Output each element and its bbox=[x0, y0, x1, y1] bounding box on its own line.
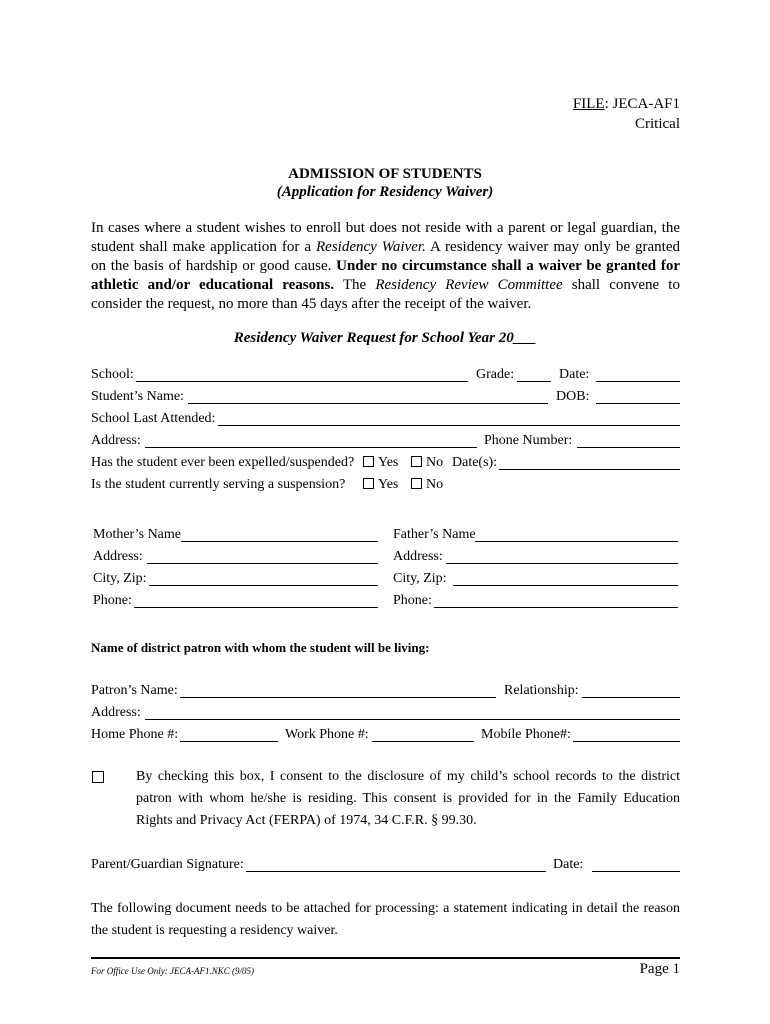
attachment-note: The following document needs to be attached for processing: a statement indicating in detail the reason the student is requesting a residency waiver. bbox=[91, 901, 680, 938]
mother-name-field[interactable] bbox=[181, 541, 378, 542]
patron-name-field[interactable] bbox=[180, 697, 496, 698]
dob-field[interactable] bbox=[596, 403, 680, 404]
father-city-label: City, Zip: bbox=[393, 571, 447, 586]
school-label: School: bbox=[91, 367, 134, 382]
patron-name-label: Patron’s Name: bbox=[91, 683, 178, 698]
suspension-row bbox=[91, 475, 680, 495]
page-subtitle: (Application for Residency Waiver) bbox=[276, 184, 494, 200]
suspension-yes-label: Yes bbox=[378, 477, 399, 492]
mobile-phone-label: Mobile Phone#: bbox=[481, 727, 571, 742]
suspension-yes-option[interactable] bbox=[363, 477, 398, 493]
consent-checkbox[interactable] bbox=[92, 771, 104, 783]
intro-italic-1: Residency Waiver. bbox=[316, 239, 426, 255]
patron-address-label: Address: bbox=[91, 705, 141, 720]
mother-phone-field[interactable] bbox=[134, 607, 378, 608]
school-row bbox=[91, 365, 680, 385]
expelled-yes-checkbox[interactable] bbox=[363, 456, 374, 467]
intro-text-4: shall convene to consider the request, no more than 45 days after the receipt of the waiver. bbox=[91, 277, 680, 312]
mother-address-field[interactable] bbox=[147, 563, 378, 564]
work-phone-label: Work Phone #: bbox=[285, 727, 369, 742]
parent-city-row bbox=[91, 569, 680, 589]
father-address-field[interactable] bbox=[446, 563, 678, 564]
last-school-field[interactable] bbox=[218, 425, 680, 426]
dob-label: DOB: bbox=[556, 389, 590, 404]
grade-field[interactable] bbox=[517, 381, 551, 382]
patron-phone-row bbox=[91, 725, 680, 745]
file-label: FILE bbox=[572, 96, 605, 112]
mother-city-field[interactable] bbox=[149, 585, 378, 586]
mobile-phone-field[interactable] bbox=[573, 741, 680, 742]
file-reference bbox=[573, 94, 680, 134]
relationship-field[interactable] bbox=[582, 697, 680, 698]
father-name-label: Father’s Name bbox=[393, 527, 476, 542]
school-field[interactable] bbox=[136, 381, 468, 382]
intro-bold: Under no circumstance shall a waiver be granted for athletic and/or educational reasons. bbox=[91, 258, 680, 293]
student-name-label: Student’s Name: bbox=[91, 389, 184, 404]
patron-heading-row bbox=[91, 638, 680, 658]
date-field[interactable] bbox=[596, 381, 680, 382]
work-phone-field[interactable] bbox=[372, 741, 474, 742]
file-code: : JECA-AF1 bbox=[604, 96, 680, 112]
parent-address-row bbox=[91, 547, 680, 567]
patron-name-row bbox=[91, 681, 680, 701]
page-title: ADMISSION OF STUDENTS bbox=[288, 166, 482, 182]
last-school-label: School Last Attended: bbox=[91, 411, 216, 426]
student-address-field[interactable] bbox=[145, 447, 477, 448]
home-phone-label: Home Phone #: bbox=[91, 727, 179, 742]
page-number: Page 1 bbox=[639, 961, 680, 977]
mother-phone-label: Phone: bbox=[93, 593, 132, 608]
suspension-yes-checkbox[interactable] bbox=[363, 478, 374, 489]
student-name-field[interactable] bbox=[188, 403, 548, 404]
date-label: Date: bbox=[559, 367, 590, 382]
father-address-label: Address: bbox=[393, 549, 443, 564]
dates-label: Date(s): bbox=[452, 455, 498, 470]
footer-divider bbox=[91, 957, 680, 959]
student-name-row bbox=[91, 387, 680, 407]
student-address-label: Address: bbox=[91, 433, 141, 448]
home-phone-field[interactable] bbox=[180, 741, 278, 742]
intro-paragraph bbox=[91, 219, 680, 314]
expelled-row bbox=[91, 453, 680, 473]
expelled-no-label: No bbox=[426, 455, 444, 470]
intro-text-3: The bbox=[334, 277, 376, 293]
phone-number-field[interactable] bbox=[577, 447, 680, 448]
mother-city-label: City, Zip: bbox=[93, 571, 147, 586]
suspension-question: Is the student currently serving a suspension? bbox=[91, 477, 346, 492]
signature-date-field[interactable] bbox=[592, 871, 680, 872]
father-phone-field[interactable] bbox=[434, 607, 678, 608]
dates-field[interactable] bbox=[499, 469, 680, 470]
intro-text-2: A residency waiver may only be granted on the basis of hardship or good cause. bbox=[91, 239, 681, 274]
suspension-no-label: No bbox=[426, 477, 444, 492]
mother-address-label: Address: bbox=[93, 549, 143, 564]
intro-italic-2: Residency Review Committee bbox=[375, 277, 563, 293]
mother-name-label: Mother’s Name bbox=[93, 527, 181, 542]
office-use-note: For Office Use Only: JECA-AF1.NKC (9/05) bbox=[91, 966, 254, 976]
student-address-row bbox=[91, 431, 680, 451]
grade-label: Grade: bbox=[476, 367, 515, 382]
last-school-row bbox=[91, 409, 680, 429]
suspension-no-checkbox[interactable] bbox=[411, 478, 422, 489]
request-heading: Residency Waiver Request for School Year 20___ bbox=[233, 330, 537, 346]
relationship-label: Relationship: bbox=[504, 683, 579, 698]
father-phone-label: Phone: bbox=[393, 593, 432, 608]
expelled-yes-label: Yes bbox=[378, 455, 399, 470]
patron-address-row bbox=[91, 703, 680, 723]
consent-text: By checking this box, I consent to the disclosure of my child’s school records to the district patron with whom he/she is residing. This consent is provided for in the Family Education Rights and Privacy Act (FERPA) of 1974, 34 C.F.R. § 99.30. bbox=[136, 769, 680, 828]
suspension-no-option[interactable] bbox=[411, 477, 443, 493]
expelled-no-option[interactable] bbox=[411, 455, 443, 471]
parent-phone-row bbox=[91, 591, 680, 611]
patron-address-field[interactable] bbox=[145, 719, 680, 720]
signature-row bbox=[91, 855, 680, 875]
father-city-field[interactable] bbox=[453, 585, 678, 586]
expelled-question: Has the student ever been expelled/suspended? bbox=[91, 455, 355, 470]
signature-label: Parent/Guardian Signature: bbox=[91, 857, 244, 872]
phone-number-label: Phone Number: bbox=[484, 433, 573, 448]
expelled-no-checkbox[interactable] bbox=[411, 456, 422, 467]
expelled-yes-option[interactable] bbox=[363, 455, 398, 471]
intro-text-1: In cases where a student wishes to enroll but does not reside with a parent or legal guardian, the student shall make application for a bbox=[91, 220, 680, 255]
father-name-field[interactable] bbox=[475, 541, 678, 542]
parent-name-row bbox=[91, 525, 680, 545]
priority-label: Critical bbox=[635, 116, 680, 132]
patron-heading: Name of district patron with whom the student will be living: bbox=[91, 640, 430, 655]
signature-date-label: Date: bbox=[553, 857, 584, 872]
signature-field[interactable] bbox=[246, 871, 546, 872]
